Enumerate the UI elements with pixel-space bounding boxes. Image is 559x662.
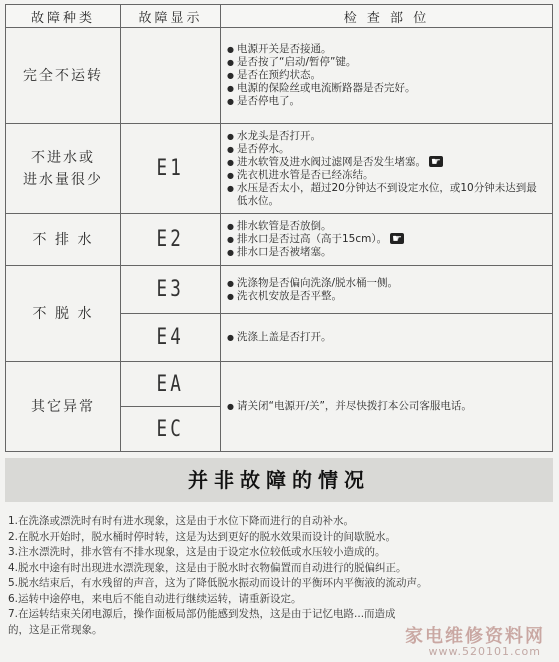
pointing-hand-icon: ☛ [431,154,441,168]
fault-code: E3 [156,277,185,302]
header-check-items: 检 查 部 位 [221,5,553,28]
note-item: 2.在脱水开始时，脱水桶时停时转，这是为达到更好的脱水效果而设计的间歇脱水。 [8,530,397,543]
fault-code-empty [121,28,221,124]
watermark-url: www.520101.com [428,645,541,658]
fault-code-cell [121,314,221,362]
fault-code: E4 [156,325,185,350]
check-item [227,233,546,246]
header-fault-display: 故障显示 [121,5,221,28]
fault-type [6,124,121,214]
fault-type-line: 进水量很少 [23,171,103,188]
pointing-hand-icon: ☛ [392,232,402,245]
check-item: ● 洗涤物是否偏向洗涤/脱水桶一侧。 [227,277,546,290]
check-list [221,124,553,214]
fault-code-cell [121,407,221,452]
check-item: ● 水龙头是否打开。 [227,130,546,143]
fault-code: E2 [156,227,185,252]
check-item: ● 是否停电了。 [227,95,546,108]
check-item-text: 排水口是否过高（高于15cm）。 [237,233,388,245]
check-item [227,156,546,169]
fault-code-cell [121,362,221,407]
fault-code: EC [156,416,185,442]
fault-type: 完全不运转 [6,28,121,124]
check-item: ● 洗涤上盖是否打开。 [227,331,546,344]
table-header-row [6,5,553,28]
note-item: 7.在运转结束关闭电源后，操作面板局部仍能感到发热，这是由于记忆电路...而造成 [8,608,396,620]
note-item: 1.在洗涤或漂洗时有时有进水现象，这是由于水位下降而进行的自动补水。 [8,515,355,527]
fault-table [5,4,553,452]
note-item: 3.注水漂洗时，排水管有不排水现象，这是由于设定水位较低或水压较小造成的。 [8,546,386,558]
check-item: ● 洗衣机安放是否平整。 [227,290,546,303]
fault-code: EA [156,371,185,397]
notes-list [8,514,553,638]
table-row [6,124,553,214]
section-title: 并非故障的情况 [188,468,370,492]
header-fault-type: 故障种类 [6,5,121,28]
table-row [6,362,553,407]
fault-type: 其它异常 [6,362,121,452]
fault-type: 不 脱 水 [6,266,121,362]
check-item: ● 请关闭“电源开/关”，并尽快拨打本公司客服电话。 [227,400,546,413]
check-item: ● 排水口是否被堵塞。 [227,246,546,259]
check-list [221,362,553,452]
check-list [221,266,553,314]
section-title-bar [5,458,553,502]
check-item: ● 排水软管是否放倒。 [227,220,546,233]
table-row [6,28,553,124]
check-list [221,314,553,362]
note-item: 6.运转中途停电，来电后不能自动进行继续运转，请重新设定。 [8,592,302,605]
check-item: ● 是否按了“启动/暂停”键。 [227,56,546,69]
fault-code-cell [121,266,221,314]
check-item: ● 洗衣机进水管是否已经冻结。 [227,169,546,182]
check-list [221,28,553,124]
check-item: ● 电源开关是否接通。 [227,43,546,56]
note-item: 4.脱水中途有时出现进水漂洗现象，这是由于脱水时衣物偏置而自动进行的脱偏纠正。 [8,561,407,574]
fault-code: E1 [156,156,185,181]
note-item: 5.脱水结束后，有水残留的声音，这为了降低脱水振动而设计的平衡环内平衡液的流动声。 [8,577,428,589]
fault-code-cell [121,214,221,266]
check-item: ● 水压是否太小，超过20分钟达不到设定水位，或10分钟未达到最低水位。 [227,182,546,208]
fault-type: 不 排 水 [6,214,121,266]
note-item: 的，这是正常现象。 [8,623,103,636]
check-item: ● 电源的保险丝或电流断路器是否完好。 [227,82,546,95]
table-row [6,214,553,266]
check-item: ● 是否停水。 [227,143,546,156]
check-item: ● 是否在预约状态。 [227,69,546,82]
check-list [221,214,553,266]
table-row [6,266,553,314]
fault-code-cell [121,124,221,214]
fault-type-line: 不进水或 [31,149,95,166]
check-item-text: 进水软管及进水阀过滤网是否发生堵塞。 [237,155,426,168]
watermark: 家电维修资料网 [405,626,545,647]
